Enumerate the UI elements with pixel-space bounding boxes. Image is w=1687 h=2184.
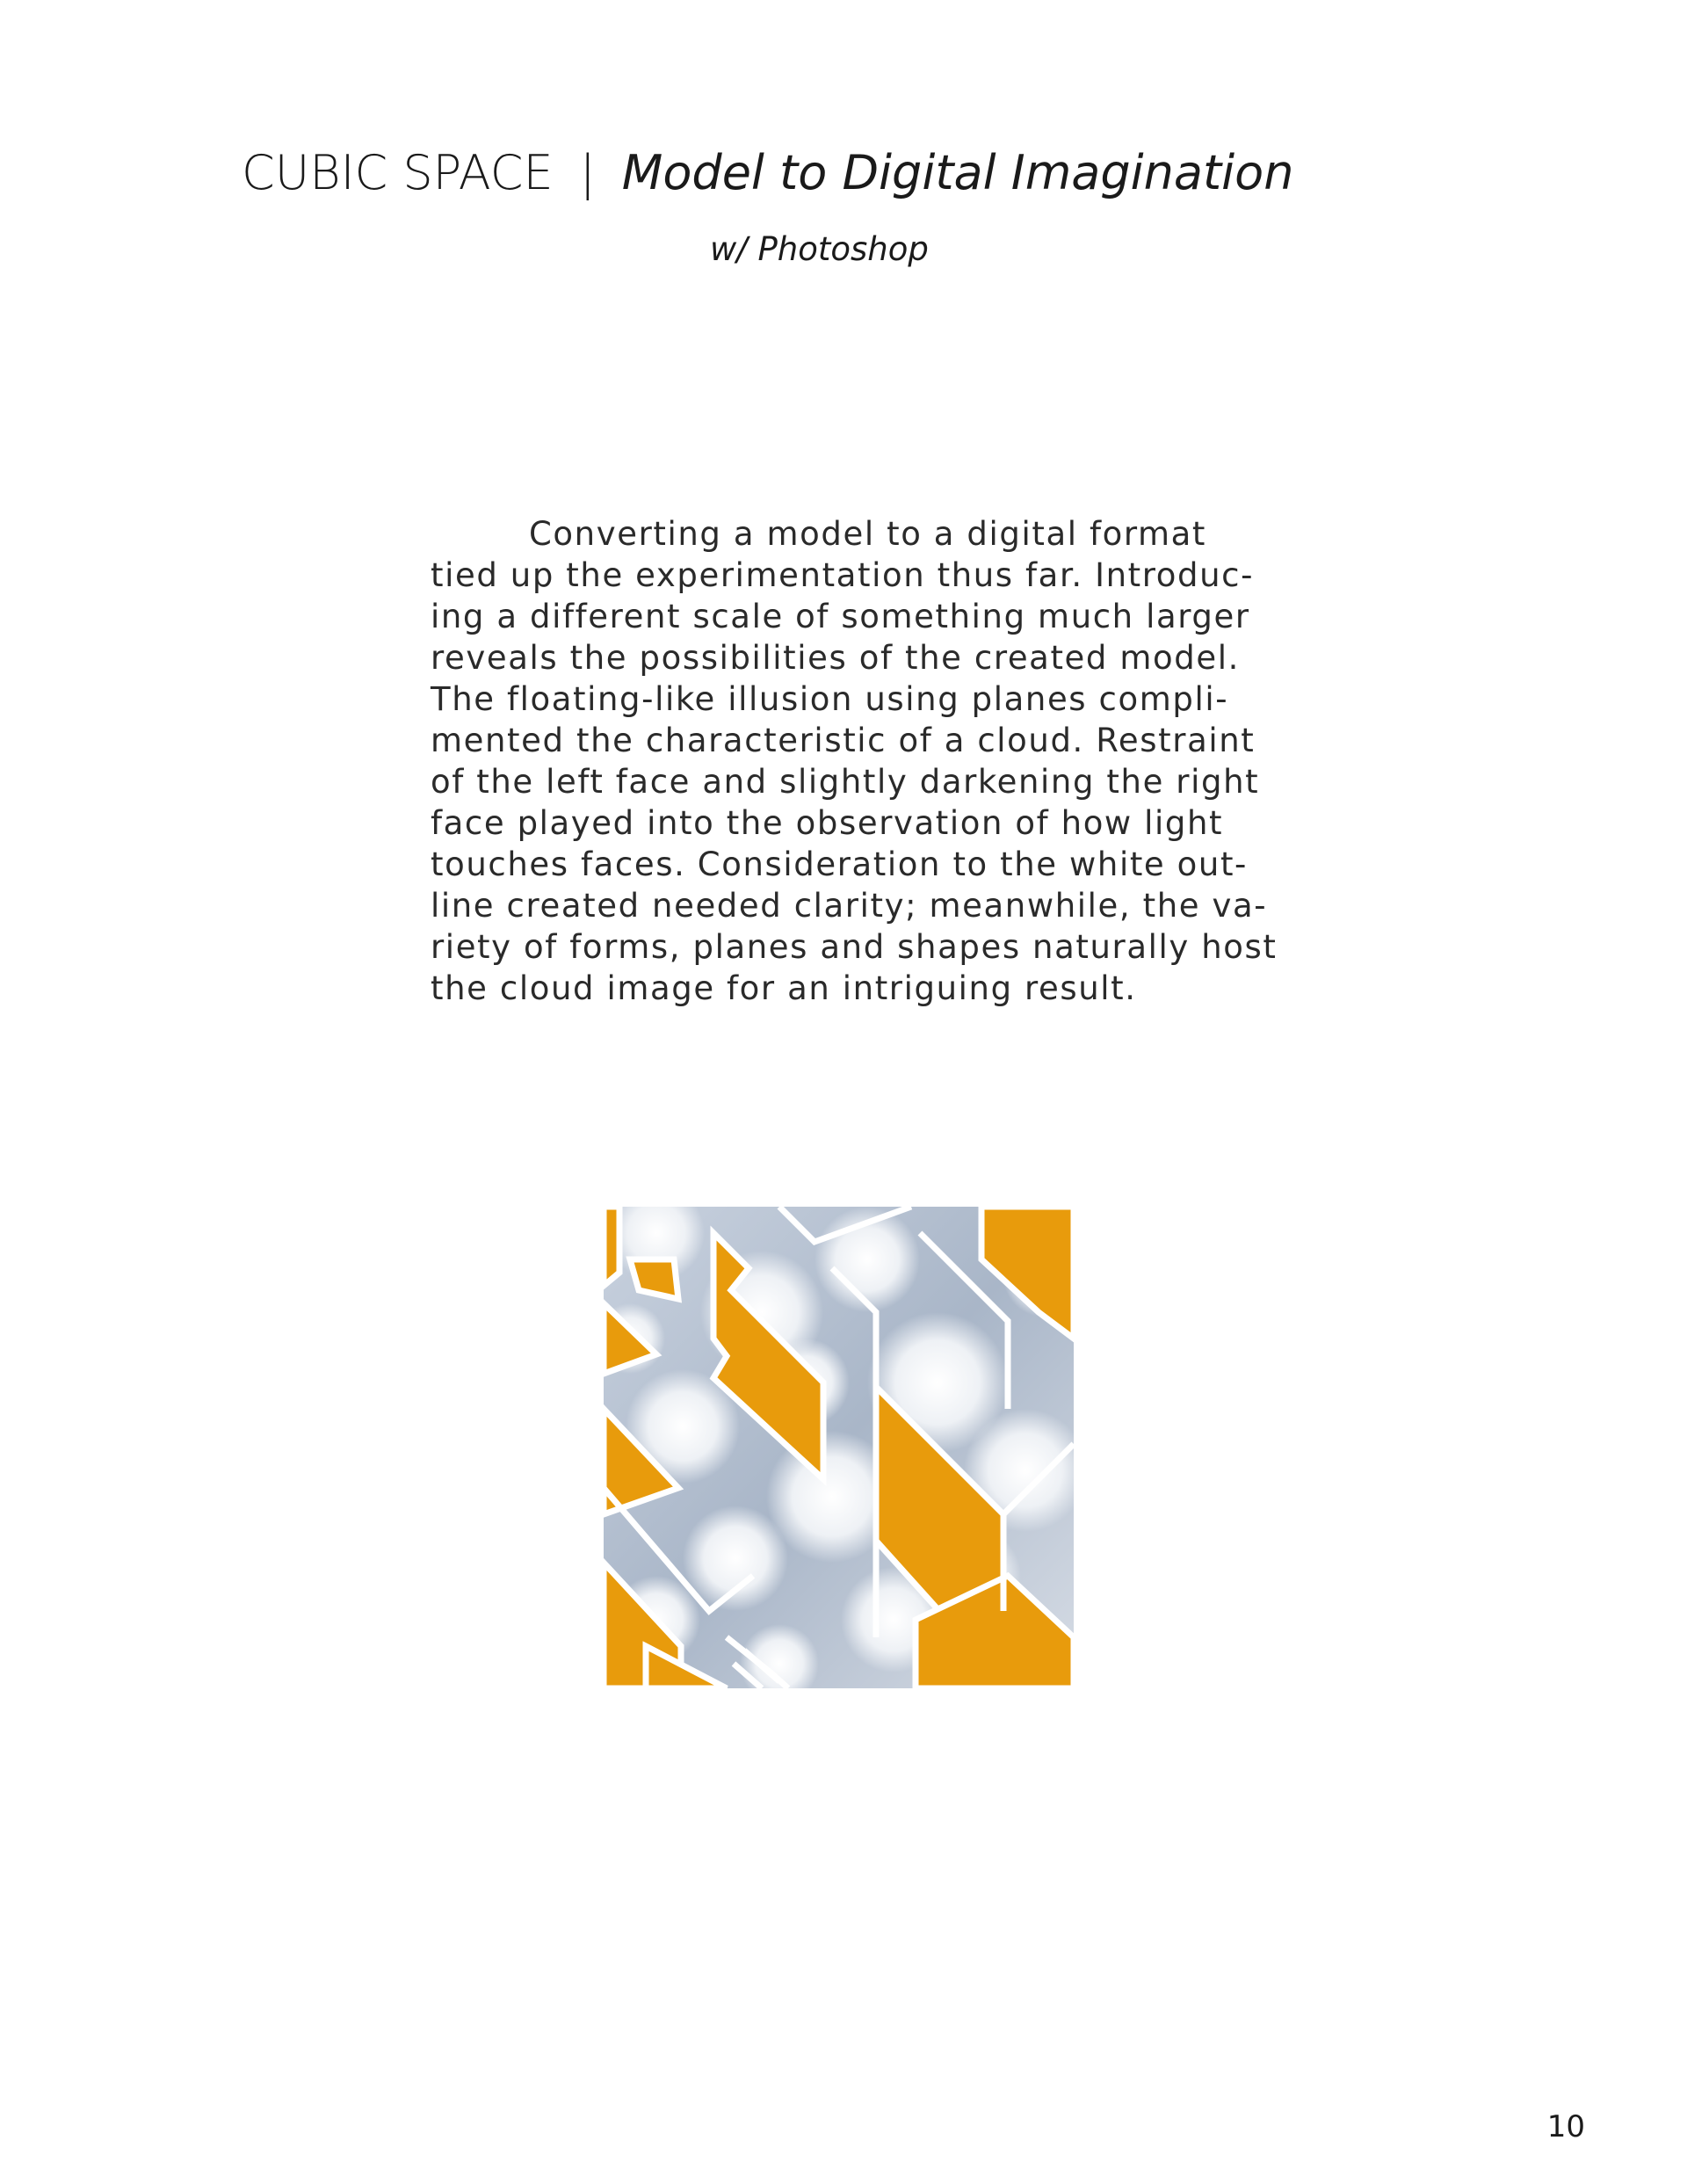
orange-plane [604,1207,619,1286]
body-line: ing a different scale of something much larger [431,598,1250,635]
body-paragraph [431,513,1278,1009]
body-line: line created needed clarity; meanwhile, the va- [431,887,1268,925]
title-separator: | [579,145,596,200]
body-line: The floating-like illusion using planes compli- [431,680,1229,718]
page-title [242,145,1293,202]
page-number: 10 [1546,2109,1585,2144]
title-italic: Model to Digital Imagination [621,145,1294,200]
page-subtitle: w/ Photoshop [710,230,929,268]
body-line: Converting a model to a digital format [529,515,1207,553]
title-main: CUBIC SPACE [242,145,554,200]
body-line: of the left face and slightly darkening the right [431,763,1260,801]
body-line: touches faces. Consideration to the white out- [431,845,1249,883]
body-line: face played into the observation of how light [431,804,1224,842]
body-line: mented the characteristic of a cloud. Restraint [431,722,1256,759]
body-line: reveals the possibilities of the created model. [431,639,1240,677]
body-line: the cloud image for an intriguing result. [431,969,1137,1007]
body-line: riety of forms, planes and shapes naturally host [431,928,1278,966]
cubic-cloud-artwork [604,1207,1074,1688]
body-line: tied up the experimentation thus far. Introduc- [431,556,1255,594]
